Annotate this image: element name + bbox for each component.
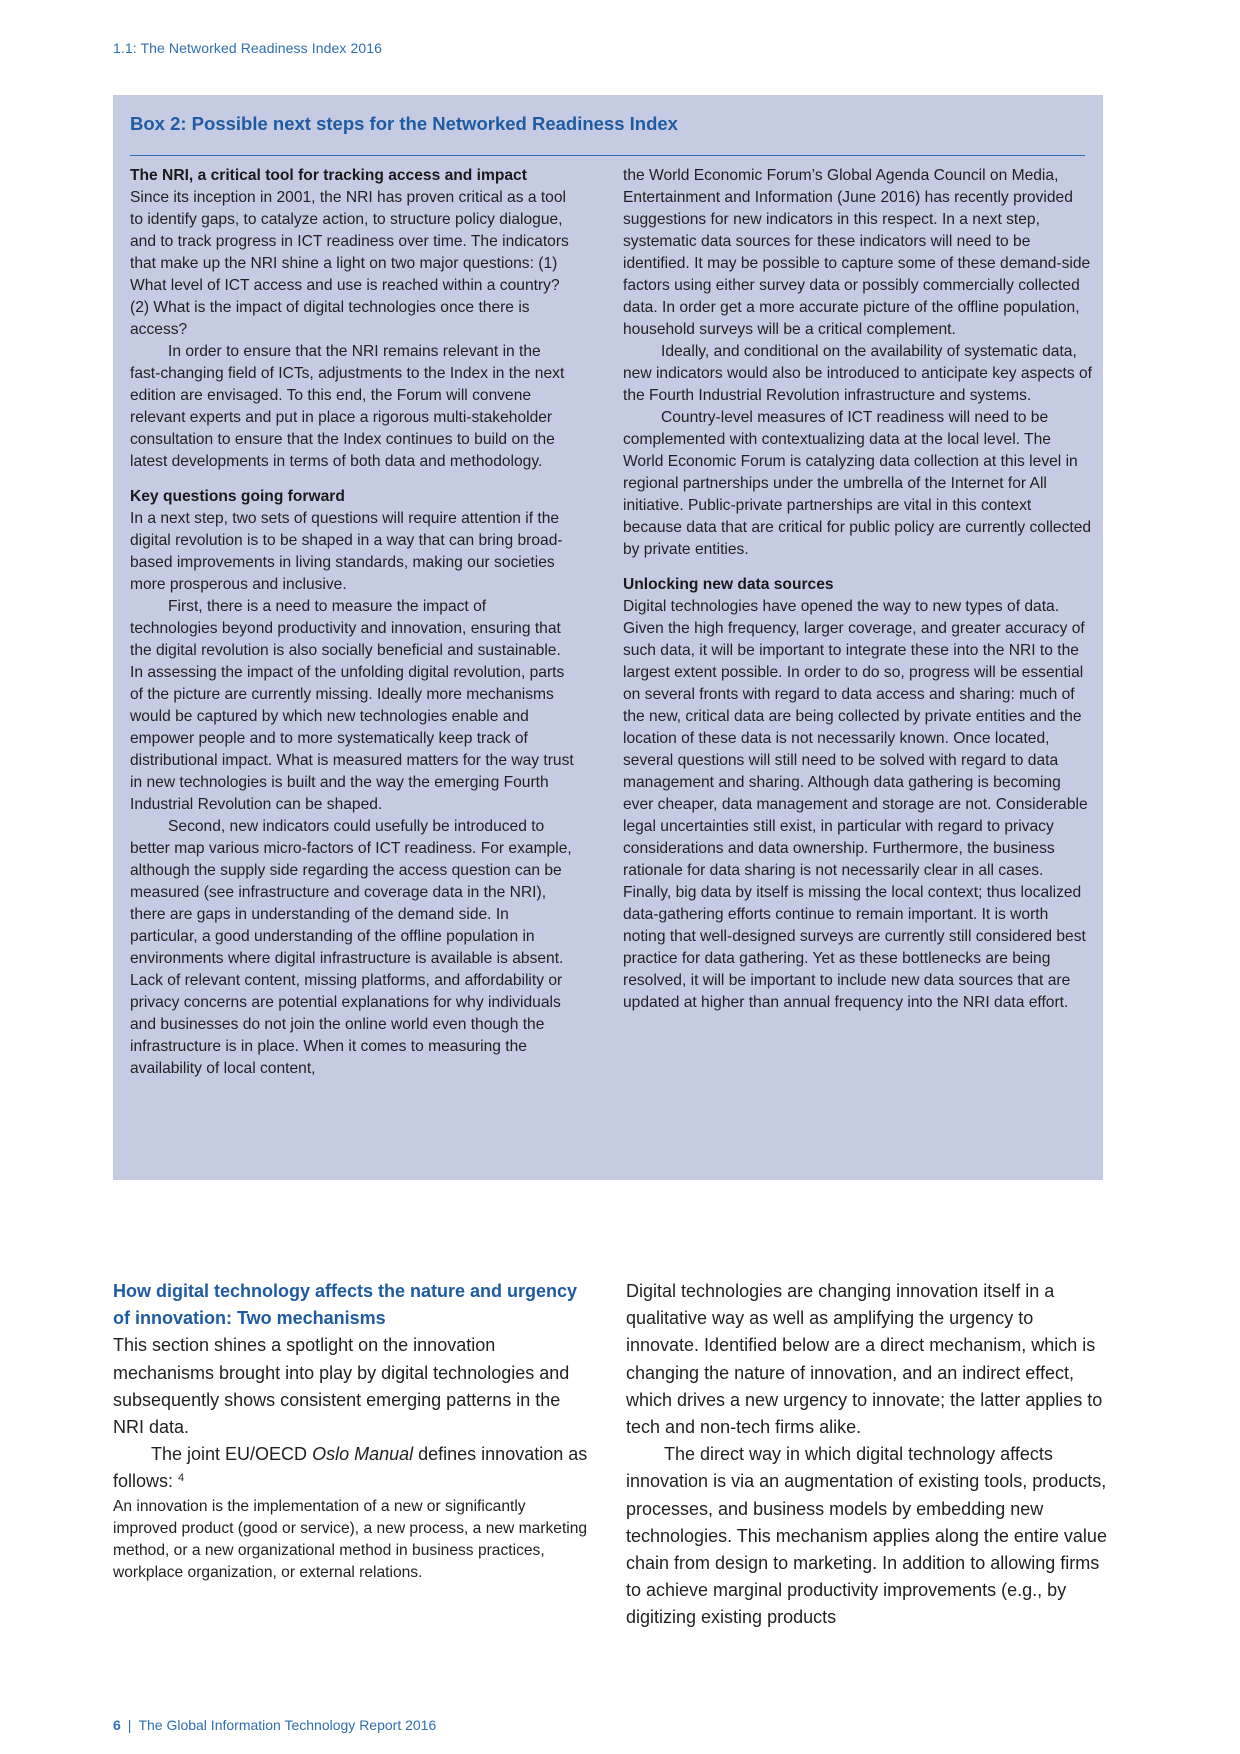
page-number: 6 [113,1717,121,1733]
section-heading: How digital technology affects the nature and urgency of innovation: Two mechanisms [113,1281,578,1329]
box-title-rule [130,155,1085,156]
box-paragraph: First, there is a need to measure the impact of technologies beyond productivity and innovation, ensuring that the digital revolution is also socially beneficial and sustainable. In assessing the impact of the unfolding digital revolution, parts of the picture are currently missing. Ideally more mechanisms would be captured by which new technologies enable and empower people and to more systematically keep track of distributional impact. What is measured matters for the way trust in new technologies is built and the way the emerging Fourth Industrial Revolution can be shaped. [130,598,574,813]
footer-separator: | [127,1717,132,1733]
block-quote: An innovation is the implementation of a new or significantly improved product (good or service), a new process, a new marketing method, or a new organizational method in business practices, workplace organization, or external relations. [113,1497,588,1581]
body-text: The joint EU/OECD [151,1444,313,1465]
box-2 [113,95,1103,1180]
body-paragraph: The direct way in which digital technology affects innovation is via an augmentation of existing tools, products, processes, and business models by embedding new technologies. This mechanism applies along the entire value chain from design to marketing. In addition to allowing firms to achieve marginal productivity improvements (e.g., by digitizing existing products [626,1444,1107,1628]
box-section-heading-nri-tool: The NRI, a critical tool for tracking access and impact [130,167,527,184]
report-title: The Global Information Technology Report 2016 [138,1717,437,1733]
box-title: Box 2: Possible next steps for the Networked Readiness Index [130,113,678,134]
box-paragraph: In a next step, two sets of questions will require attention if the digital revolution is to be shaped in a way that can bring broad-based improvements in living standards, making our societies more prosperous and inclusive. [130,510,563,593]
box-paragraph: Second, new indicators could usefully be introduced to better map various micro-factors of ICT readiness. For example, although the supply side regarding the access question can be measured (see infrastructure and coverage data in the NRI), there are gaps in understanding of the demand side. In particular, a good understanding of the offline population in environments where digital infrastructure is available is absent. Lack of relevant content, missing platforms, and affordability or privacy concerns are potential explanations for why individuals and businesses do not join the online world even though the infrastructure is in place. When it comes to measuring the availability of local content, [130,818,572,1077]
box-section-heading-new-data-sources: Unlocking new data sources [623,576,834,593]
oslo-manual-title: Oslo Manual [312,1444,414,1465]
body-paragraph: This section shines a spotlight on the innovation mechanisms brought into play by digital technologies and subsequently shows consistent emerging patterns in the NRI data. [113,1335,570,1438]
page-footer [113,1717,436,1733]
running-head: 1.1: The Networked Readiness Index 2016 [113,40,383,56]
footnote-marker: 4 [178,1472,185,1485]
main-right-column [626,1278,1108,1632]
box-right-column [623,165,1093,1014]
box-paragraph: In order to ensure that the NRI remains relevant in the fast-changing field of ICTs, adjustments to the Index in the next edition are envisaged. To this end, the Forum will convene relevant experts and put in place a rigorous multi-stakeholder consultation to ensure that the Index continues to build on the latest developments in terms of both data and methodology. [130,343,565,470]
main-left-column [113,1278,591,1584]
box-paragraph: the World Economic Forum’s Global Agenda Council on Media, Entertainment and Information (June 2016) has recently provided suggestions for new indicators in this respect. In a next step, systematic data sources for these indicators will need to be identified. It may be possible to capture some of these demand-side factors using either survey data or possibly commercially collected data. In order get a more accurate picture of the offline population, household surveys will be a critical complement. [623,167,1091,338]
box-paragraph: Since its inception in 2001, the NRI has proven critical as a tool to identify gaps, to catalyze action, to structure policy dialogue, and to track progress in ICT readiness over time. The indicators that make up the NRI shine a light on two major questions: (1) What level of ICT access and use is reached within a country? (2) What is the impact of digital technologies once there is access? [130,189,569,338]
box-paragraph: Digital technologies have opened the way to new types of data. Given the high frequency, larger coverage, and greater accuracy of such data, it will be important to integrate these into the NRI to the largest extent possible. In order to do so, progress will be essential on several fronts with regard to data access and sharing: much of the new, critical data are being collected by private entities and the location of these data is not necessarily known. Once located, several questions will still need to be solved with regard to data management and sharing. Although data gathering is becoming ever cheaper, data management and storage are not. Considerable legal uncertainties still exist, in particular with regard to privacy considerations and data ownership. Furthermore, the business rationale for data sharing is not necessarily clear in all cases. Finally, big data by itself is missing the local context; thus localized data-gathering efforts continue to remain important. It is worth noting that well-designed surveys are currently still considered best practice for data gathering. Yet as these bottlenecks are being resolved, it will be important to include new data sources that are updated at higher than annual frequency into the NRI data effort. [623,598,1088,1011]
box-paragraph: Ideally, and conditional on the availability of systematic data, new indicators would also be introduced to anticipate key aspects of the Fourth Industrial Revolution infrastructure and systems. [623,343,1092,404]
box-section-heading-key-questions: Key questions going forward [130,488,345,505]
box-paragraph: Country-level measures of ICT readiness will need to be complemented with contextualizing data at the local level. The World Economic Forum is catalyzing data collection at this level in regional partnerships under the umbrella of the Internet for All initiative. Public-private partnerships are vital in this context because data that are critical for public policy are currently collected by private entities. [623,409,1092,558]
body-text: defines innovation as follows: [113,1444,588,1492]
box-left-column [130,165,575,1080]
body-paragraph [113,1441,591,1495]
body-paragraph: Digital technologies are changing innovation itself in a qualitative way as well as amplifying the urgency to innovate. Identified below are a direct mechanism, which is changing the nature of innovation, and an indirect effect, which drives a new urgency to innovate; the latter applies to tech and non-tech firms alike. [626,1281,1103,1438]
